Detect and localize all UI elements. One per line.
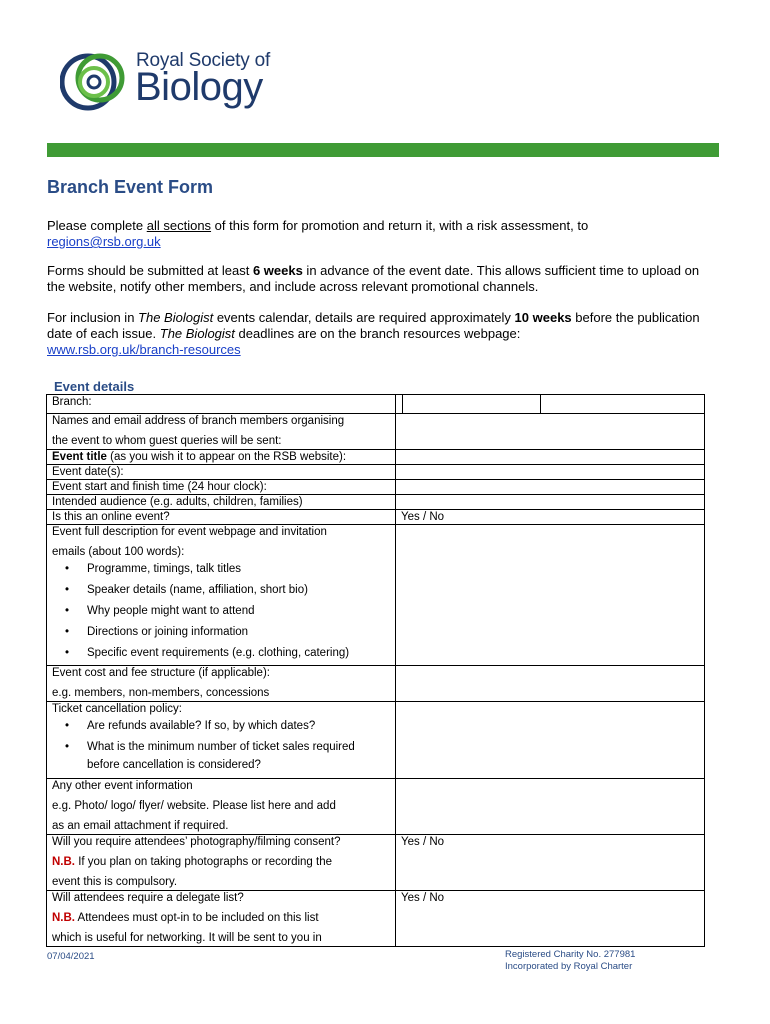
delegate-line-2 [52,911,390,925]
branch-subcells [396,395,704,413]
logo-text-line2: Biology [135,65,263,109]
intro-p1-text-a: Please complete [47,218,147,233]
row-cost [47,666,705,702]
intro-p3-text-a: For inclusion in [47,310,139,325]
cancel-continuation: before cancellation is considered? [87,759,261,771]
logo-text-line1: Royal Society of [136,50,271,71]
row-times [47,480,705,495]
input-description[interactable] [396,525,705,666]
intro-p3-text-c: before the publication date of each issue. [47,310,700,341]
delegate-line-3: which is useful for networking. It will be sent to you in [52,932,322,944]
names-line-1: Names and email address of branch members organising [52,415,345,427]
label-photo-consent [47,835,396,891]
title-bold: Event title [52,451,107,463]
desc-line-1: Event full description for event webpage and invitation [52,526,327,538]
cost-line-1: Event cost and fee structure (if applicable): [52,667,270,679]
rsb-logo [60,40,300,126]
label-description [47,525,396,666]
event-details-table [46,394,705,947]
names-line-2: the event to whom guest queries will be sent: [52,435,282,447]
page-title: Branch Event Form [47,177,214,197]
cancellation-list [52,716,390,758]
row-branch [47,395,705,414]
intro-paragraph-3 [47,310,719,358]
row-audience [47,495,705,510]
label-times: Event start and finish time (24 hour clock): [47,480,396,495]
title-rest: (as you wish it to appear on the RSB website): [106,451,347,463]
photo-line-3: event this is compulsory. [52,876,178,888]
list-item: • Specific event requirements (e.g. clothing, catering) [87,643,390,664]
photo-line-2-text: If you plan on taking photographs or recording the [75,856,333,868]
input-title[interactable] [396,450,705,465]
branch-subcell-2 [403,395,541,413]
list-item: • Directions or joining information [87,622,390,643]
photo-line-1: Will you require attendees’ photography/filming consent? [52,836,341,848]
row-description [47,525,705,666]
intro-p3-text-d: deadlines are on the branch resources webpage: [234,326,521,341]
input-audience[interactable] [396,495,705,510]
photo-nb: N.B. [52,856,75,868]
answer-photo-consent[interactable]: Yes / No [396,835,705,891]
label-title [47,450,396,465]
label-online: Is this an online event? [47,510,396,525]
delegate-line-1: Will attendees require a delegate list? [52,892,244,904]
input-times[interactable] [396,480,705,495]
intro-p3-italic-2: The Biologist [159,326,235,341]
delegate-nb: N.B. [52,912,75,924]
other-line-3: as an email attachment if required. [52,820,229,832]
label-audience: Intended audience (e.g. adults, children, families) [47,495,396,510]
other-line-1: Any other event information [52,780,193,792]
intro-paragraph-2 [47,263,719,295]
list-item: • Why people might want to attend [87,601,390,622]
label-dates: Event date(s): [47,465,396,480]
input-cost[interactable] [396,666,705,702]
list-item: • Speaker details (name, affiliation, short bio) [87,580,390,601]
input-dates[interactable] [396,465,705,480]
label-other [47,779,396,835]
input-branch[interactable] [396,395,705,414]
footer-charter: Incorporated by Royal Charter [505,961,633,972]
label-cost [47,666,396,702]
intro-p3-italic-1: The Biologist [138,310,214,325]
intro-p1-text-b: of this form for promotion and return it, with a risk assessment, to [211,218,589,233]
row-cancellation [47,702,705,779]
answer-delegate-list[interactable]: Yes / No [396,891,705,947]
intro-p3-bold: 10 weeks [514,310,572,325]
row-photo-consent [47,835,705,891]
list-item: • Are refunds available? If so, by which dates? [87,716,390,737]
label-branch: Branch: [47,395,396,414]
intro-p2-bold: 6 weeks [252,263,303,278]
row-dates [47,465,705,480]
label-cancellation [47,702,396,779]
input-cancellation[interactable] [396,702,705,779]
intro-paragraph-1 [47,218,719,250]
answer-online[interactable]: Yes / No [396,510,705,525]
row-names [47,414,705,450]
header-divider-bar [47,143,719,157]
intro-p2-text-b: in advance of the event date. This allows sufficient time to upload on the website, notify other members, and include across relevant promotional channels. [47,263,700,294]
list-item: • Programme, timings, talk titles [87,559,390,580]
desc-line-2: emails (about 100 words): [52,546,185,558]
cost-line-2: e.g. members, non-members, concessions [52,687,270,699]
row-title [47,450,705,465]
row-other [47,779,705,835]
description-list [52,559,390,664]
branch-subcell-1 [396,395,403,413]
list-item: • What is the minimum number of ticket sales required [87,737,390,758]
footer-charity-info [505,949,635,973]
other-line-2: e.g. Photo/ logo/ flyer/ website. Please list here and add [52,800,336,812]
intro-p2-text-a: Forms should be submitted at least [47,263,253,278]
row-delegate-list [47,891,705,947]
photo-line-2 [52,855,390,869]
row-online [47,510,705,525]
intro-p1-underlined: all sections [146,218,212,233]
input-names[interactable] [396,414,705,450]
event-details-heading: Event details [54,379,135,394]
branch-resources-link[interactable]: www.rsb.org.uk/branch-resources [47,342,241,357]
delegate-line-2-text: Attendees must opt-in to be included on this list [75,912,319,924]
footer-date: 07/04/2021 [47,951,95,962]
input-other[interactable] [396,779,705,835]
cancel-line-1: Ticket cancellation policy: [52,703,182,715]
footer-charity-number: Registered Charity No. 277981 [505,949,636,960]
rsb-logo-emblem-icon [60,42,130,122]
label-delegate-list [47,891,396,947]
label-names [47,414,396,450]
email-link[interactable]: regions@rsb.org.uk [47,234,161,249]
intro-p3-text-b: events calendar, details are required approximately [213,310,515,325]
